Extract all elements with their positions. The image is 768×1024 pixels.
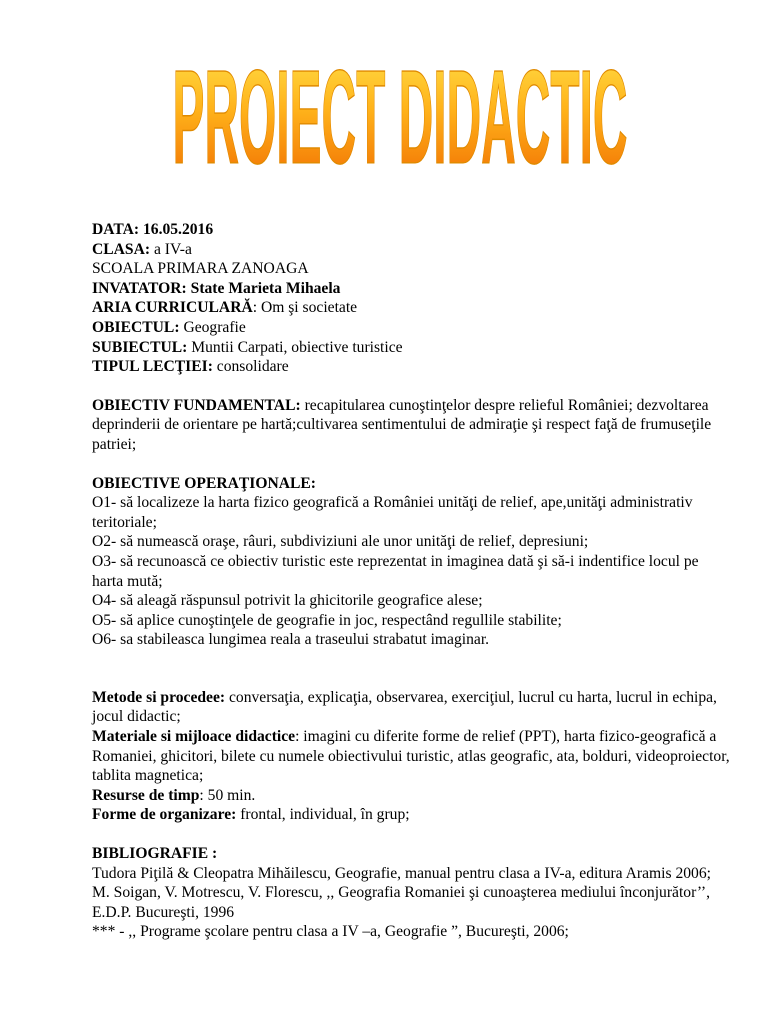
bibliography-item: Tudora Piţilă & Cleopatra Mihăilescu, Geografie, manual pentru clasa a IV-a, editura Aramis 2006; — [92, 864, 711, 882]
field-scoala: SCOALA PRIMARA ZANOAGA — [92, 260, 309, 278]
field-subiectul: SUBIECTUL: Muntii Carpati, obiective turistice — [92, 338, 403, 356]
organization-forms: Forme de organizare: frontal, individual, în grup; — [92, 806, 410, 824]
objective-item: O4- să aleagă răspunsul potrivit la ghicitorile geografice alese; — [92, 592, 483, 610]
methods: Metode si procedee: conversaţia, explicaţia, observarea, exerciţiul, lucrul cu harta, lucrul in echipa, jocul didactic; — [92, 688, 717, 726]
document-body — [92, 220, 732, 942]
wordart-title — [0, 38, 768, 188]
objectives-heading: OBIECTIVE OPERAŢIONALE: — [92, 474, 316, 492]
objective-fundamental: OBIECTIV FUNDAMENTAL: recapitularea cunoştinţelor despre relieful României; dezvoltarea deprinderii de orientare pe hartă;cultivarea sentimentului de admiraţie şi respect faţă de frumuseţile patriei; — [92, 396, 712, 453]
field-aria: ARIA CURRICULARĂ: Om şi societate — [92, 299, 358, 317]
time-resources: Resurse de timp: 50 min. — [92, 786, 256, 804]
objective-item: O3- să recunoască ce obiectiv turistic este reprezentat in imaginea dată şi să-i indentifice locul pe harta mută; — [92, 552, 699, 590]
objective-item: O2- să numească oraşe, râuri, subdiviziuni ale unor unităţi de relief, depresiuni; — [92, 533, 589, 551]
bibliography-item: *** - ,, Programe şcolare pentru clasa a IV –a, Geografie ”, Bucureşti, 2006; — [92, 923, 569, 941]
field-tipul: TIPUL LECŢIEI: consolidare — [92, 358, 289, 376]
bibliography-heading: BIBLIOGRAFIE : — [92, 845, 218, 863]
materials: Materiale si mijloace didactice: imagini cu diferite forme de relief (PPT), harta fizico-geografică a Romaniei, ghicitori, bilete cu numele obiectivului turistic, atlas geografic, ata, bolduri, videoproiector, tablita magnetica; — [92, 728, 730, 785]
field-data: DATA: 16.05.2016 — [92, 221, 214, 238]
document-title — [0, 38, 768, 188]
title-text: PROIECT DIDACTIC — [172, 42, 628, 188]
objective-item: O1- să localizeze la harta fizico geografică a României unităţi de relief, ape,unităţi administrativ teritoriale; — [92, 494, 693, 531]
field-obiectul: OBIECTUL: Geografie — [92, 318, 246, 336]
objective-item: O6- sa stabileasca lungimea reala a traseului strabatut imaginar. — [92, 631, 490, 649]
field-clasa: CLASA: a IV-a — [92, 240, 192, 258]
objective-item: O5- să aplice cunoştinţele de geografie in joc, respectând regullile stabilite; — [92, 611, 562, 629]
bibliography-item: M. Soigan, V. Motrescu, V. Florescu, ,, Geografia Romaniei şi cunoaşterea mediului înconjurător’’, E.D.P. Bucureşti, 1996 — [92, 884, 710, 921]
field-invatator: INVATATOR: State Marieta Mihaela — [92, 279, 341, 297]
